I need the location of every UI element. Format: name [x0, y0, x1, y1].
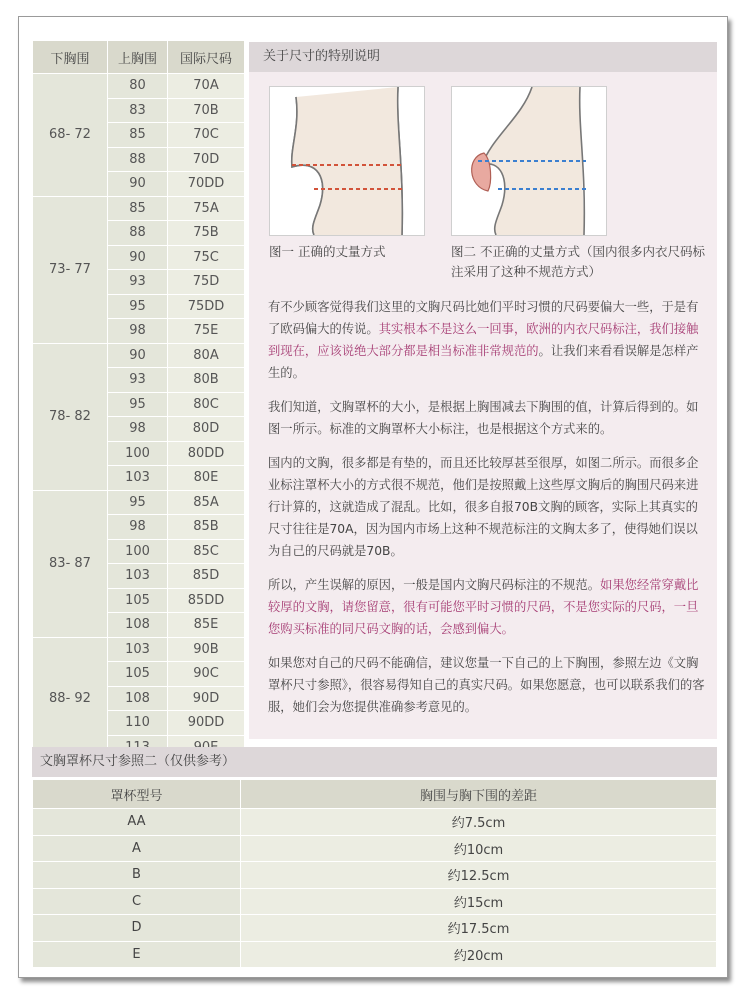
notes-panel	[249, 42, 717, 739]
cup-difference: 约12.5cm	[241, 862, 717, 889]
paragraph-3: 国内的文胸，很多都是有垫的，而且还比较厚甚至很厚，如图二所示。而很多企业标注罩杯大小的方式很不规范，他们是按照戴上这些厚文胸后的胸围尺码来进行计算的，这就造成了混乱。比如，很多自报70B文胸的顾客，实际上其真实的尺寸往往是70A，因为国内市场上这种不规范标注的文胸太多了，使得她们误以为自己的尺码就是70B。	[268, 456, 699, 558]
header-under-bust: 下胸围	[33, 41, 108, 74]
under-bust-range: 78- 82	[33, 343, 108, 490]
paragraph-4-highlight: 如果您经常穿戴比较厚的文胸，请您留意，很有可能您平时习惯的尺码，不是您实际的尺码，一旦您购买标准的同尺码文胸的话，会感到偏大。	[268, 578, 699, 636]
cup-row	[33, 862, 717, 889]
figure-1-caption: 图一 正确的丈量方式	[269, 244, 386, 259]
over-bust-value: 95	[108, 392, 168, 417]
intl-size-value: 85A	[168, 490, 245, 515]
intl-size-value: 70A	[168, 74, 245, 99]
over-bust-value: 100	[108, 441, 168, 466]
cup-row	[33, 888, 717, 915]
over-bust-value: 95	[108, 490, 168, 515]
header-cup-type: 罩杯型号	[33, 780, 241, 809]
intl-size-value: 85DD	[168, 588, 245, 613]
intl-size-value: 80E	[168, 466, 245, 491]
header-over-bust: 上胸围	[108, 41, 168, 74]
over-bust-value: 85	[108, 123, 168, 148]
under-bust-range: 73- 77	[33, 196, 108, 343]
intl-size-value: 90B	[168, 637, 245, 662]
cup-difference: 约17.5cm	[241, 915, 717, 942]
paragraph-1-text: 有不少顾客觉得我们这里的文胸尺码比她们平时习惯的尺码要偏大一些，于是有了欧码偏大的传说。	[268, 300, 699, 336]
cup-type: E	[33, 941, 241, 968]
figure-2-caption: 图二 不正确的丈量方式（国内很多内衣尺码标注采用了这种不规范方式）	[451, 244, 705, 279]
cup-type: AA	[33, 809, 241, 836]
over-bust-value: 103	[108, 564, 168, 589]
over-bust-value: 100	[108, 539, 168, 564]
intl-size-value: 75DD	[168, 294, 245, 319]
correct-measure-illustration	[269, 86, 425, 236]
cup-type: C	[33, 888, 241, 915]
over-bust-value: 90	[108, 245, 168, 270]
intl-size-value: 70B	[168, 98, 245, 123]
size-row	[33, 490, 245, 515]
over-bust-value: 93	[108, 270, 168, 295]
paragraph-5: 如果您对自己的尺码不能确信，建议您量一下自己的上下胸围，参照左边《文胸罩杯尺寸参照》，很容易得知自己的真实尺码。如果您愿意，也可以联系我们的客服，她们会为您提供准确参考意见的。	[268, 656, 705, 714]
intl-size-value: 80B	[168, 368, 245, 393]
over-bust-value: 93	[108, 368, 168, 393]
over-bust-value: 110	[108, 711, 168, 736]
intl-size-value: 80A	[168, 343, 245, 368]
intl-size-value: 80C	[168, 392, 245, 417]
paragraph-2: 我们知道，文胸罩杯的大小，是根据上胸围减去下胸围的值，计算后得到的。如图一所示。标准的文胸罩杯大小标注，也是根据这个方式来的。	[268, 400, 699, 436]
cup-table	[32, 779, 717, 968]
header-difference: 胸围与胸下围的差距	[241, 780, 717, 809]
intl-size-value: 70DD	[168, 172, 245, 197]
over-bust-value: 83	[108, 98, 168, 123]
size-table	[32, 40, 245, 760]
over-bust-value: 105	[108, 588, 168, 613]
intl-size-value: 85C	[168, 539, 245, 564]
notes-title: 关于尺寸的特别说明	[249, 42, 717, 72]
intl-size-value: 75B	[168, 221, 245, 246]
size-row	[33, 74, 245, 99]
over-bust-value: 98	[108, 319, 168, 344]
explanation-text	[268, 296, 708, 730]
cup-row	[33, 809, 717, 836]
intl-size-value: 90C	[168, 662, 245, 687]
over-bust-value: 98	[108, 417, 168, 442]
incorrect-measure-illustration	[451, 86, 607, 236]
over-bust-value: 108	[108, 686, 168, 711]
over-bust-value: 98	[108, 515, 168, 540]
size-row	[33, 343, 245, 368]
over-bust-value: 108	[108, 613, 168, 638]
header-intl-size: 国际尺码	[168, 41, 245, 74]
intl-size-value: 70D	[168, 147, 245, 172]
over-bust-value: 80	[108, 74, 168, 99]
cup-type: A	[33, 835, 241, 862]
over-bust-value: 105	[108, 662, 168, 687]
cup-difference: 约10cm	[241, 835, 717, 862]
under-bust-range: 68- 72	[33, 74, 108, 197]
cup-table-header	[33, 780, 717, 809]
over-bust-value: 90	[108, 343, 168, 368]
cup-difference: 约15cm	[241, 888, 717, 915]
cup-row	[33, 835, 717, 862]
over-bust-value: 88	[108, 147, 168, 172]
under-bust-range: 83- 87	[33, 490, 108, 637]
intl-size-value: 70C	[168, 123, 245, 148]
cup-type: D	[33, 915, 241, 942]
intl-size-value: 85D	[168, 564, 245, 589]
intl-size-value: 80DD	[168, 441, 245, 466]
paragraph-4	[268, 574, 708, 640]
under-bust-range: 88- 92	[33, 637, 108, 760]
intl-size-value: 75E	[168, 319, 245, 344]
over-bust-value: 90	[108, 172, 168, 197]
size-row	[33, 637, 245, 662]
over-bust-value: 85	[108, 196, 168, 221]
cup-difference: 约20cm	[241, 941, 717, 968]
intl-size-value: 90DD	[168, 711, 245, 736]
cup-table-title: 文胸罩杯尺寸参照二（仅供参考）	[32, 747, 717, 777]
cup-row	[33, 941, 717, 968]
cup-difference: 约7.5cm	[241, 809, 717, 836]
intl-size-value: 85E	[168, 613, 245, 638]
paragraph-4-text: 所以，产生误解的原因，一般是国内文胸尺码标注的不规范。	[268, 578, 601, 592]
over-bust-value: 103	[108, 466, 168, 491]
intl-size-value: 80D	[168, 417, 245, 442]
size-guide-frame	[18, 16, 728, 978]
intl-size-value: 75D	[168, 270, 245, 295]
size-table-header	[33, 41, 245, 74]
paragraph-1	[268, 296, 708, 384]
size-row	[33, 196, 245, 221]
intl-size-value: 75C	[168, 245, 245, 270]
cup-row	[33, 915, 717, 942]
cup-type: B	[33, 862, 241, 889]
over-bust-value: 88	[108, 221, 168, 246]
intl-size-value: 85B	[168, 515, 245, 540]
over-bust-value: 95	[108, 294, 168, 319]
paragraph-1-tail: 。让我们来看看误解是怎样产生的。	[268, 344, 699, 380]
intl-size-value: 90D	[168, 686, 245, 711]
over-bust-value: 103	[108, 637, 168, 662]
paragraph-1-highlight: 其实根本不是这么一回事，欧洲的内衣尺码标注，我们接触到现在，应该说绝大部分都是相当标准非常规范的	[268, 322, 699, 358]
intl-size-value: 75A	[168, 196, 245, 221]
